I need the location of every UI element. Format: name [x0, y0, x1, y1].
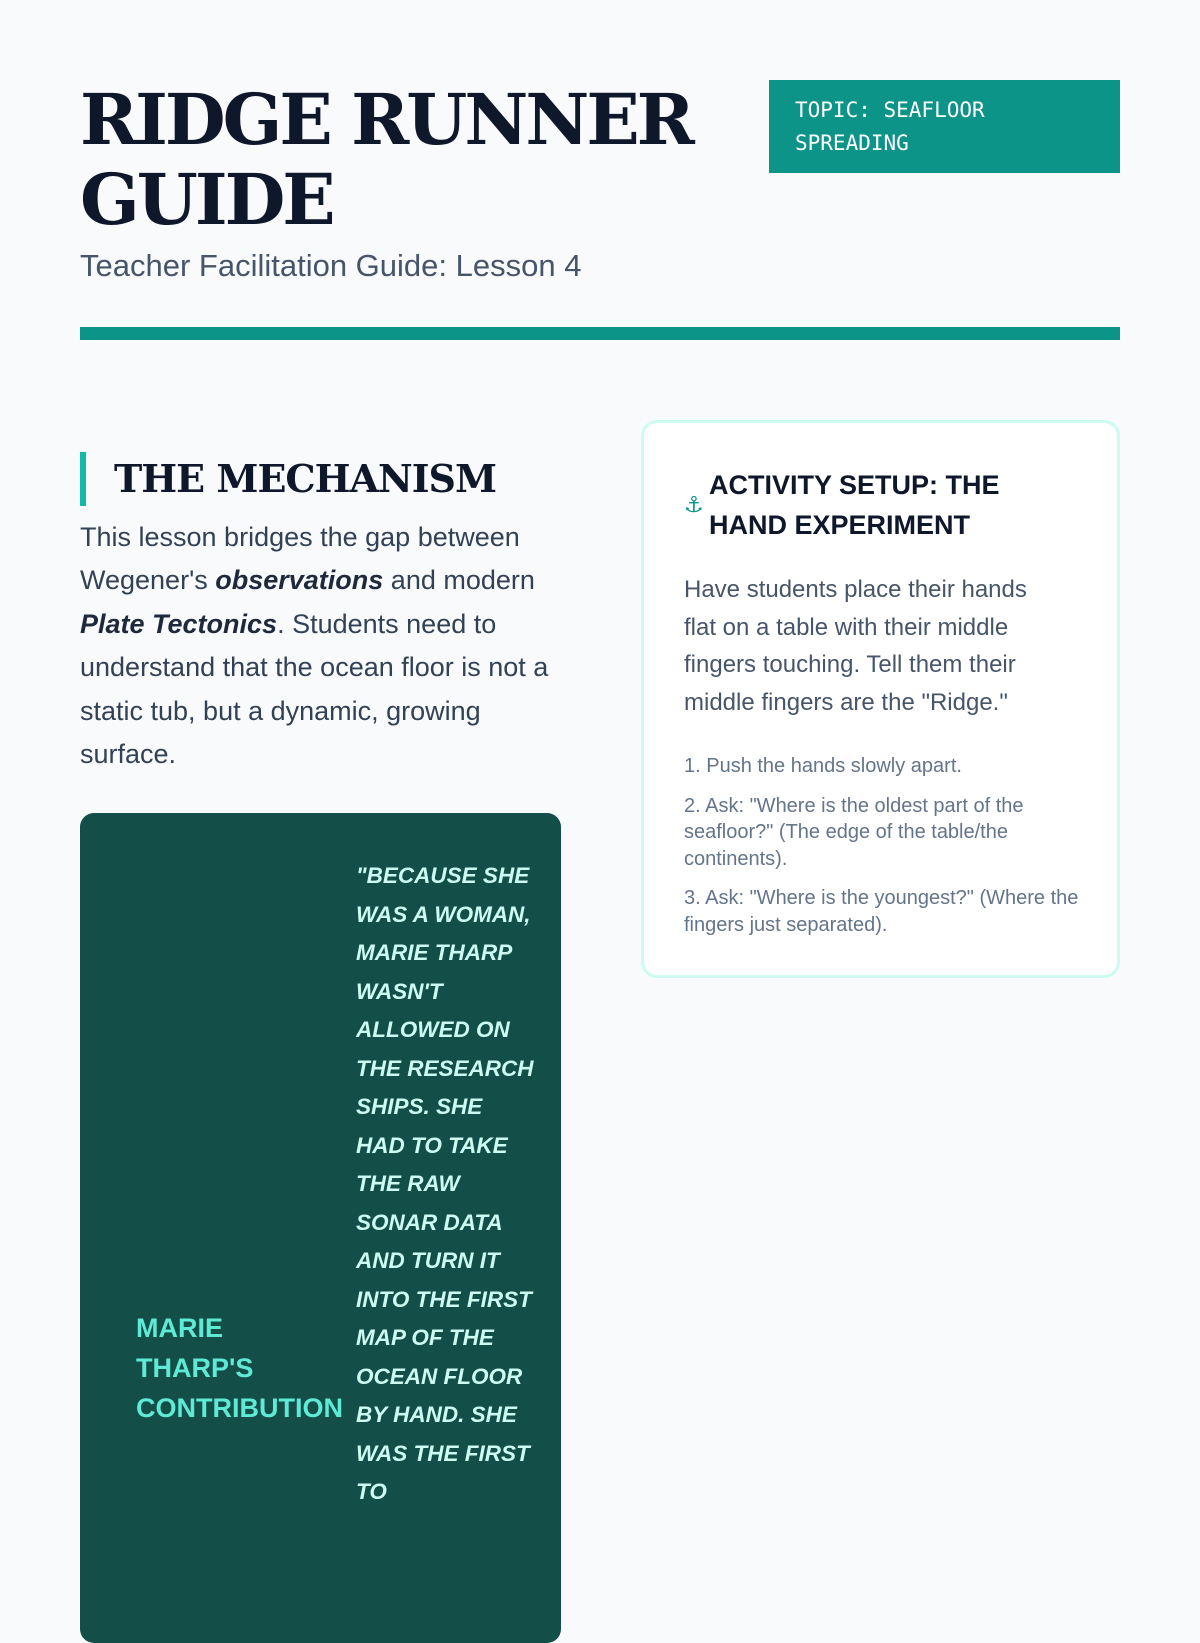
activity-card: [641, 420, 1120, 978]
page-title: RIDGE RUNNER GUIDE: [80, 78, 692, 241]
activity-header: [684, 465, 1084, 545]
callout-label: MARIE THARP'S CONTRIBUTION: [136, 1313, 343, 1423]
page-header: [80, 80, 1120, 286]
activity-step: 2. Ask: "Where is the oldest part of the seafloor?" (The edge of the table/the continents).: [684, 794, 1024, 870]
anchor-icon: ⚓: [684, 492, 704, 518]
activity-description: Have students place their hands flat on a table with their middle fingers touching. Tell them their middle fingers are the "Ridge.": [684, 576, 1027, 716]
activity-step: 3. Ask: "Where is the youngest?" (Where the fingers just separated).: [684, 887, 1079, 936]
intro-emphasis-plate-tectonics: Plate Tectonics: [80, 608, 278, 639]
topic-badge: TOPIC: SEAFLOOR SPREADING: [769, 80, 1120, 173]
activity-title: ACTIVITY SETUP: THE HAND EXPERIMENT: [709, 470, 1000, 540]
intro-emphasis-observations: observations: [215, 565, 384, 596]
tharp-callout: [80, 813, 561, 1643]
page-subtitle: Teacher Facilitation Guide: Lesson 4: [80, 248, 582, 283]
callout-quote: "BECAUSE SHE WAS A WOMAN, MARIE THARP WASN'T ALLOWED ON THE RESEARCH SHIPS. SHE HAD TO TAKE THE RAW SONAR DATA AND TURN IT INTO THE FIRST MAP OF THE OCEAN FLOOR BY HAND. SHE WAS THE FIRST TO: [356, 863, 534, 1504]
intro-paragraph: [80, 516, 570, 776]
activity-step: 1. Push the hands slowly apart.: [684, 755, 962, 777]
header-divider: [80, 327, 1120, 340]
section-heading-mechanism: THE MECHANISM: [80, 452, 496, 506]
intro-text-3: . Students need to understand that the ocean floor is not a static tub, but a dynamic, growing surface.: [80, 608, 549, 770]
activity-steps: [684, 753, 1084, 951]
intro-text-2: and modern: [383, 565, 535, 596]
intro-text-1: This lesson bridges the gap between Wegener's: [80, 522, 520, 596]
